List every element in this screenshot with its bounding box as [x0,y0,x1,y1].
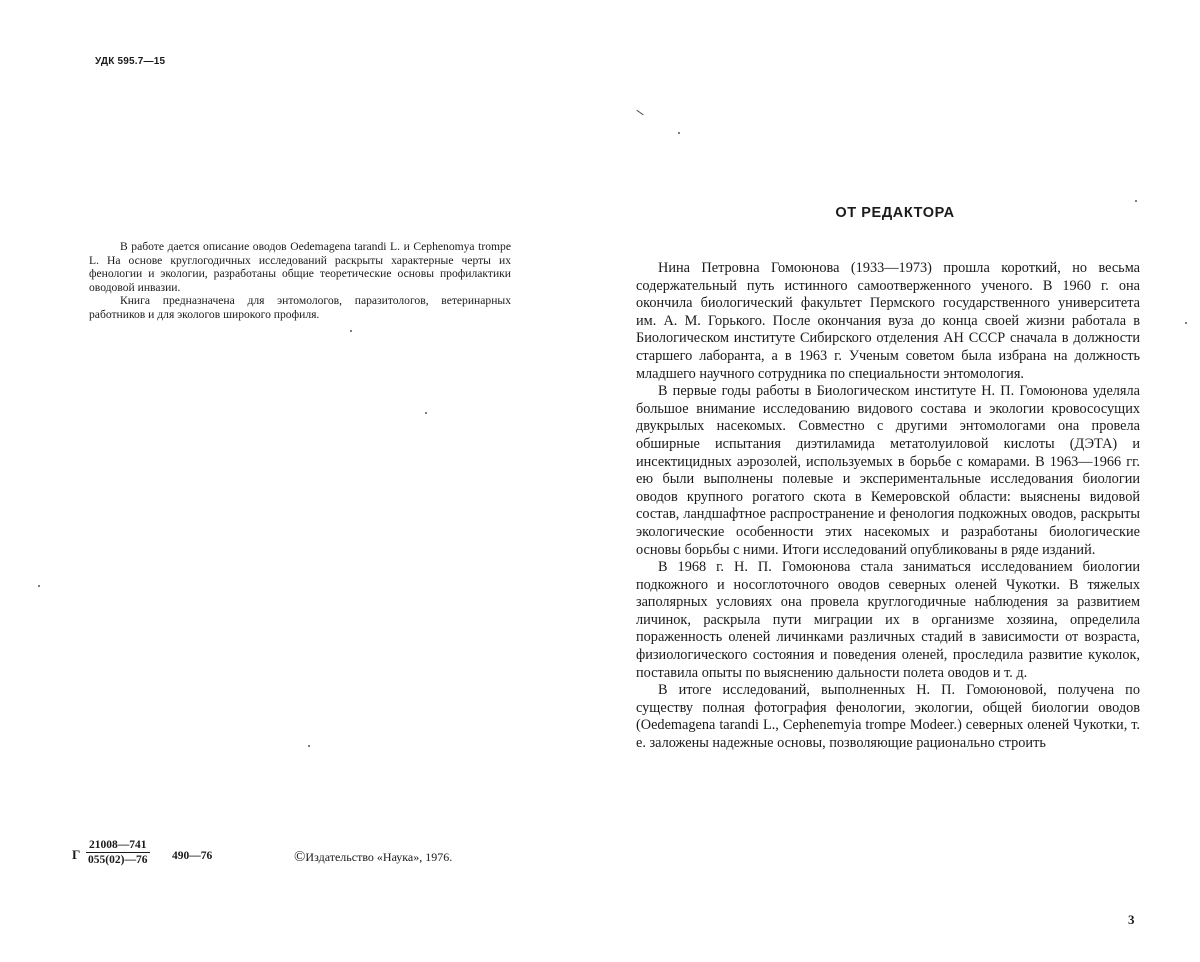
body-paragraph: Нина Петровна Гомоюнова (1933—1973) прошла короткий, но весьма содержательный путь истинного самоотверженного ученого. В 1960 г. она окончила биологический факультет Пермского государственного университета им. А. М. Горького. После окончания вуза до конца своей жизни работала в Биологическом институте Сибирского отделения АН СССР сначала в должности старшего лаборанта, а в 1963 г. Ученым советом была избрана на должность младшего научного сотрудника по специальности энтомология. [636,260,1140,382]
page-number: 3 [1128,912,1135,927]
book-abstract [89,240,511,322]
body-paragraph: В итоге исследований, выполненных Н. П. Гомоюновой, получена по существу полная фотография фенологии, экологии, общей биологии оводов (Oedemagena tarandi L., Cephenemyia trompe Modeer.) северных оленей Чукотки, т. е. заложены надежные основы, позволяющие рационально строить [636,682,1140,752]
imprint-fraction [86,838,150,868]
copyright-icon: © [294,849,306,865]
body-paragraph: В 1968 г. Н. П. Гомоюнова стала заниматься исследованием биологии подкожного и носоглоточного оводов северных оленей Чукотки. В тяжелых заполярных условиях она провела круглогодичные наблюдения за развитием личинок, раскрыла пути миграции их в организме хозяина, определила пораженность оленей личинками различных стадий в зависимости от возраста, физиологического состояния и поведения оленей, проследила развитие куколок, поставила опыты по выяснению дальности полета оводов и т. д. [636,559,1140,681]
scan-speck [636,110,643,115]
scan-speck [425,412,427,414]
scan-speck [1135,200,1137,202]
scan-speck [308,745,310,747]
scan-speck [38,585,40,587]
copyright-line [294,849,452,866]
editor-foreword [636,260,1140,753]
imprint-denominator: 055(02)—76 [88,854,148,866]
scan-speck [350,330,352,332]
imprint-code: 490—76 [172,850,213,862]
page-title: ОТ РЕДАКТОРА [835,205,955,221]
body-paragraph: В первые годы работы в Биологическом институте Н. П. Гомоюнова уделяла большое внимание исследованию видового состава и экологии кровососущих двукрылых насекомых. Совместно с другими энтомологами она провела обширные испытания диэтиламида метатолуиловой кислоты (ДЭТА) и инсектицидных аэрозолей, используемых в борьбе с комарами. В 1963—1966 гг. ею были выполнены полевые и экспериментальные исследования биологии оводов крупного рогатого скота в Кемеровской области: выяснены видовой состав, ландшафтное распространение и фенология подкожных оводов, раскрыты экологические особенности этих насекомых и разработаны биологические основы борьбы с ними. Итоги исследований опубликованы в ряде изданий. [636,383,1140,558]
scan-speck [678,132,680,134]
imprint-prefix: Г [72,847,81,862]
abstract-paragraph: Книга предназначена для энтомологов, паразитологов, ветеринарных работников и для экологов широкого профиля. [89,294,511,321]
udk-code: УДК 595.7—15 [95,56,166,67]
publication-imprint [72,838,512,872]
right-page [600,0,1200,962]
abstract-paragraph: В работе дается описание оводов Oedemagena tarandi L. и Cephenomya trompe L. На основе круглогодичных исследований раскрыты характерные черты их фенологии и экологии, разработаны общие теоретические основы профилактики оводовой инвазии. [89,240,511,294]
imprint-numerator: 21008—741 [86,838,150,853]
copyright-text: Издательство «Наука», 1976. [305,850,453,864]
scan-speck [1185,322,1187,324]
